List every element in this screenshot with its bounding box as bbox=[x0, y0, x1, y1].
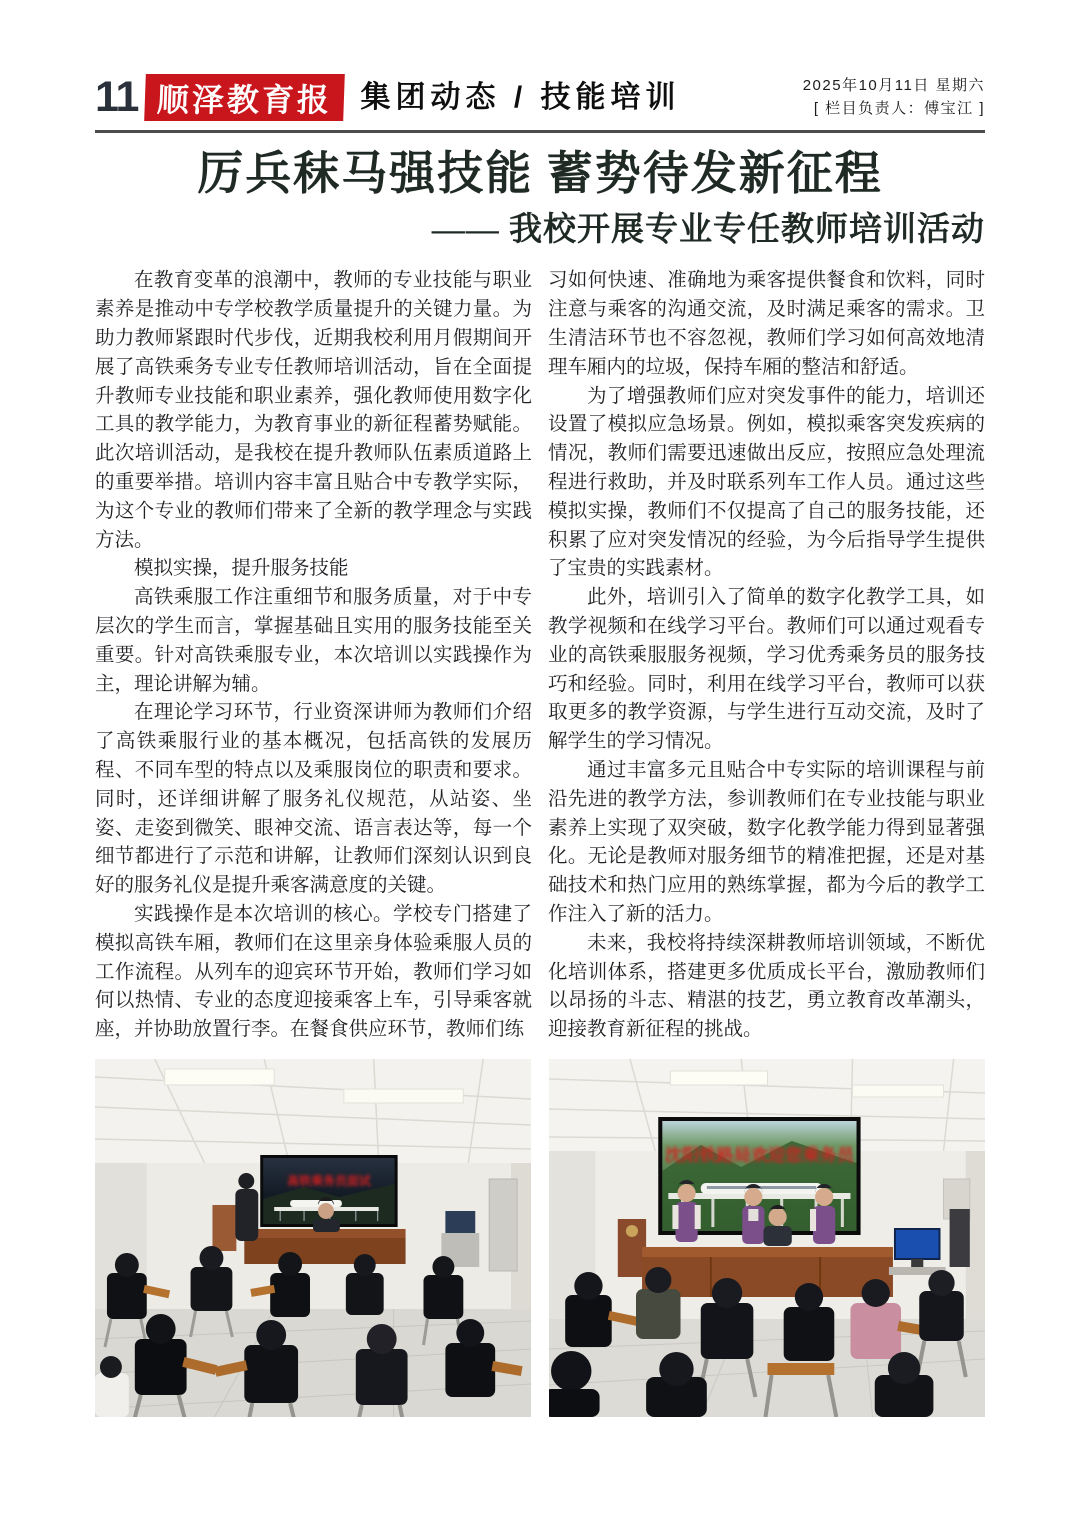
page-number: 11 bbox=[95, 73, 139, 121]
article-paragraph: 通过丰富多元且贴合中专实际的培训课程与前沿先进的教学方法，参训教师们在专业技能与职业素养上实现了双突破，数字化教学能力得到显著强化。无论是教师对服务细节的精准把握，还是对基础技术和热门应用的熟练掌握，都为今后的教学工作注入了新的活力。 bbox=[548, 759, 985, 925]
photo-right-illustration bbox=[549, 1059, 985, 1417]
article-body bbox=[95, 267, 985, 1045]
headline-subtitle: —— 我校开展专业专任教师培训活动 bbox=[431, 211, 985, 248]
headline-block bbox=[95, 145, 985, 251]
article-left-column bbox=[95, 267, 532, 1045]
article-paragraph: 未来，我校将持续深耕教师培训领域，不断优化培训体系，搭建更多优质成长平台，激励教师们以昂扬的斗志、精湛的技艺，勇立教育改革潮头，迎接教育新征程的挑战。 bbox=[548, 932, 985, 1041]
page-header bbox=[95, 74, 985, 121]
header-meta bbox=[803, 75, 985, 120]
article-paragraph: 在教育变革的浪潮中，教师的专业技能与职业素养是推动中专学校教学质量提升的关键力量。为助力教师紧跟时代步伐，近期我校利用月假期间开展了高铁乘务专业专任教师培训活动，旨在全面提升教师专业技能和职业素养，强化教师使用数字化工具的教学能力，为教育事业的新征程蓄势赋能。此次培训活动，是我校在提升教师队伍素质道路上的重要举措。培训内容丰富且贴合中专教学实际，为这个专业的教师们带来了全新的教学理念与实践方法。 bbox=[95, 270, 532, 551]
photo-row bbox=[95, 1059, 985, 1417]
date-line: 2025年10月11日 星期六 bbox=[802, 77, 985, 94]
article-paragraph: 高铁乘服工作注重细节和服务质量，对于中专层次的学生而言，掌握基础且实用的服务技能至关重要。针对高铁乘服专业，本次培训以实践操作为主，理论讲解为辅。 bbox=[95, 587, 532, 695]
editor-line: [ 栏目负责人：傅宝江 ] bbox=[813, 99, 985, 117]
header-divider bbox=[95, 130, 985, 133]
article-paragraph: 为了增强教师们应对突发事件的能力，培训还设置了模拟应急场景。例如，模拟乘客突发疾病的情况，教师们需要迅速做出反应，按照应急处理流程进行救助，并及时联系列车工作人员。通过这些模拟实操，教师们不仅提高了自己的服务技能，还积累了应对突发情况的经验，为今后指导学生提供了宝贵的实践素材。 bbox=[548, 385, 985, 580]
section-title: 集团动态 / 技能培训 bbox=[360, 80, 681, 114]
photo-left-illustration bbox=[95, 1059, 531, 1417]
photo-classroom-lecture bbox=[95, 1059, 531, 1417]
led-screen-caption: 高铁乘务员面试 bbox=[287, 1173, 371, 1188]
headline-title: 厉兵秣马强技能 蓄势待发新征程 bbox=[197, 148, 883, 199]
photo-classroom-panel bbox=[549, 1059, 985, 1417]
article-paragraph-continued: 习如何快速、准确地为乘客提供餐食和饮料，同时注意与乘客的沟通交流，及时满足乘客的需求。卫生清洁环节也不容忽视，教师们学习如何高效地清理车厢内的垃圾，保持车厢的整洁和舒适。 bbox=[548, 270, 985, 378]
article-subheading: 模拟实操，提升服务技能 bbox=[134, 558, 349, 580]
article-paragraph: 此外，培训引入了简单的数字化教学工具，如教学视频和在线学习平台。教师们可以通过观看专业的高铁乘服服务视频，学习优秀乘务员的服务技巧和经验。同时，利用在线学习平台，教师可以获取更多的教学资源，与学生进行互动交流，及时了解学生的学习情况。 bbox=[548, 587, 985, 753]
article-paragraph: 实践操作是本次培训的核心。学校专门搭建了模拟高铁车厢，教师们在这里亲身体验乘服人员的工作流程。从列车的迎宾环节开始，教师们学习如何以热情、专业的态度迎接乘客上车，引导乘客就座，并协助放置行李。在餐食供应环节，教师们练 bbox=[95, 903, 532, 1041]
masthead-logo: 顺泽教育报 bbox=[145, 74, 346, 121]
article-right-column bbox=[548, 267, 985, 1045]
article-paragraph: 在理论学习环节，行业资深讲师为教师们介绍了高铁乘服行业的基本概况，包括高铁的发展历程、不同车型的特点以及乘服岗位的职责和要求。同时，还详细讲解了服务礼仪规范，从站姿、坐姿、走姿到微笑、眼神交流、语言表达等，每一个细节都进行了示范和讲解，让教师们深刻认识到良好的服务礼仪是提升乘客满意度的关键。 bbox=[95, 702, 532, 897]
led-screen-caption: 沈阳铁路局欢迎您乘务员 bbox=[664, 1145, 854, 1165]
